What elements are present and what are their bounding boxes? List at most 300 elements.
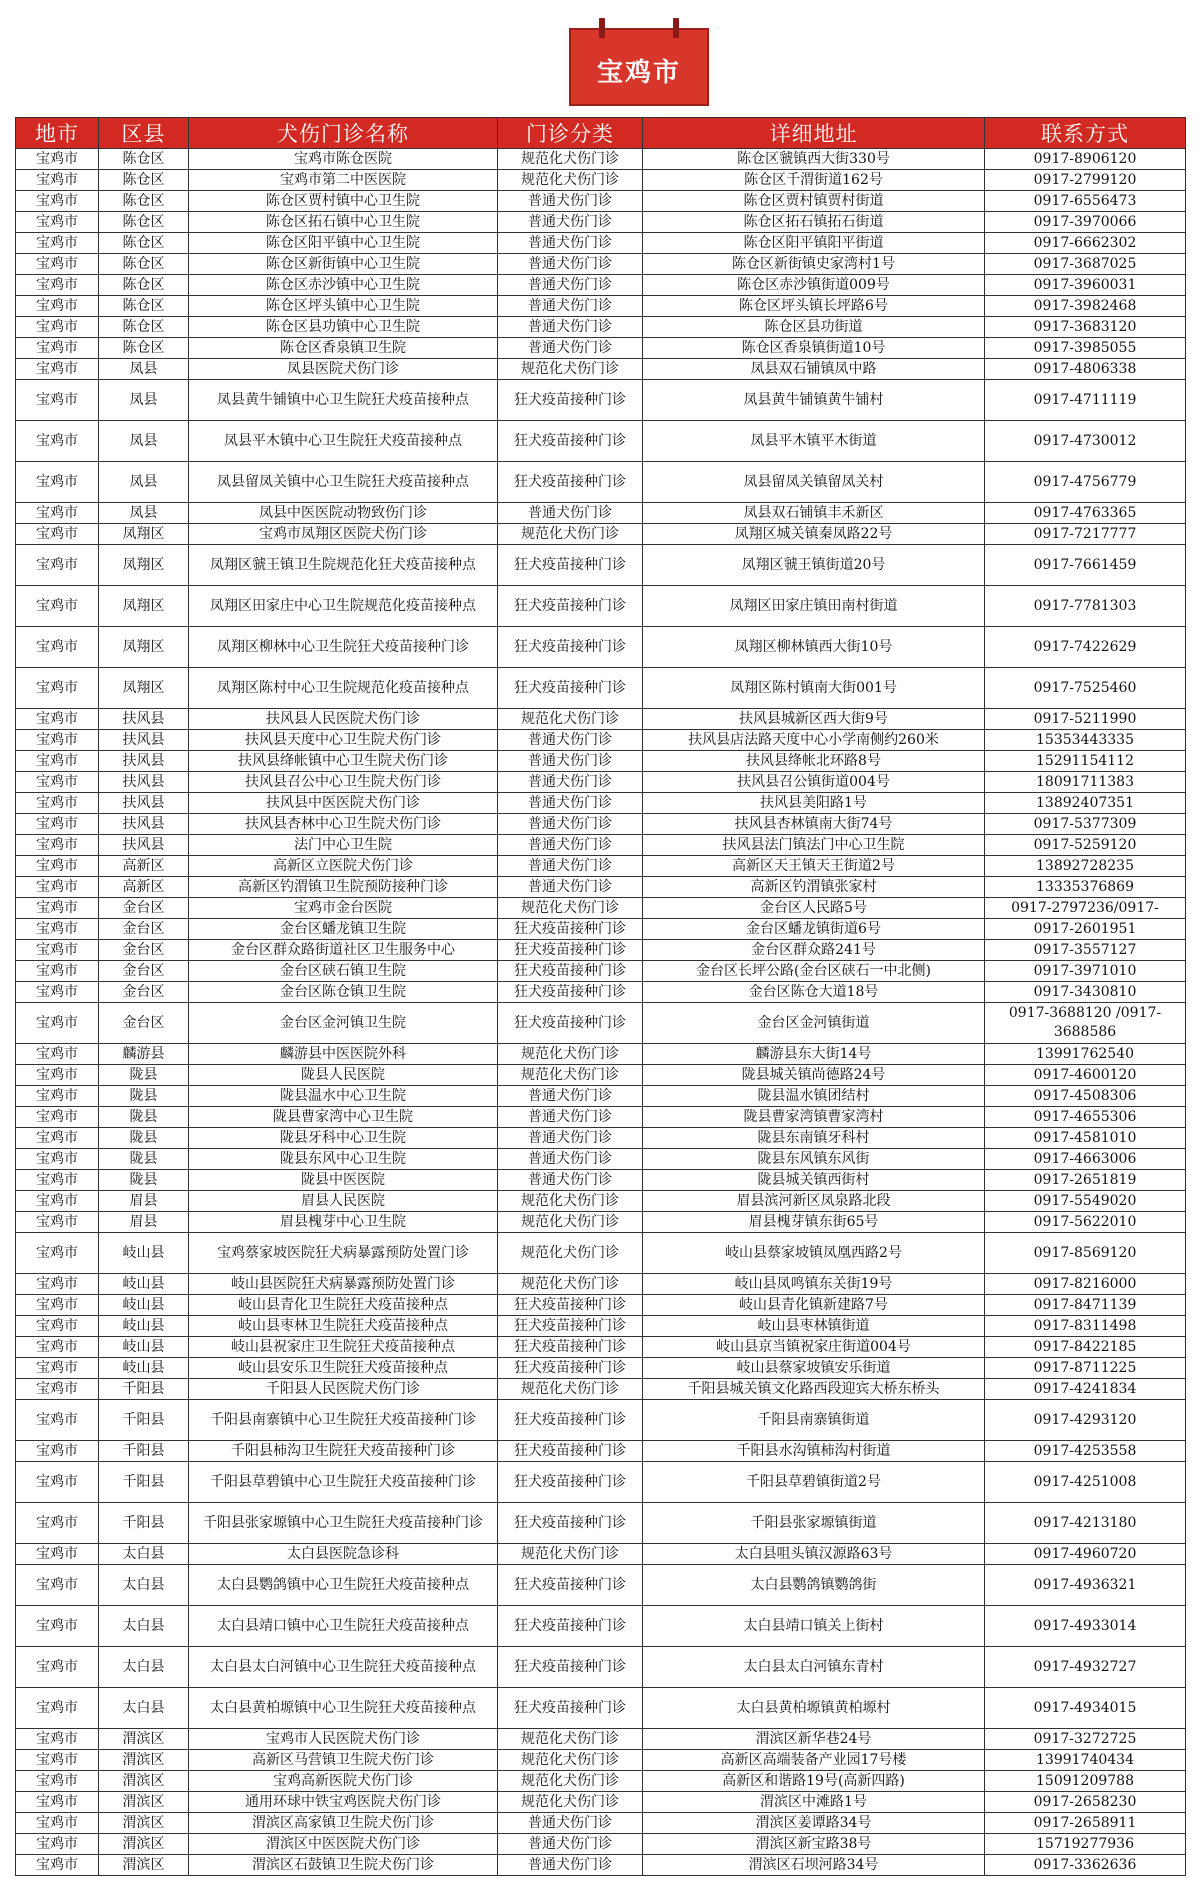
cell-contact: 0917-4508306: [985, 1086, 1186, 1107]
cell-district: 岐山县: [99, 1274, 189, 1295]
cell-contact: 0917-2601951: [985, 919, 1186, 940]
cell-city: 宝鸡市: [16, 380, 99, 421]
cell-city: 宝鸡市: [16, 835, 99, 856]
cell-city: 宝鸡市: [16, 1544, 99, 1565]
cell-district: 金台区: [99, 940, 189, 961]
table-row: [16, 793, 1186, 814]
cell-clinic-type: 普通犬伤门诊: [498, 1149, 643, 1170]
table-row: [16, 545, 1186, 586]
cell-district: 岐山县: [99, 1295, 189, 1316]
cell-district: 凤县: [99, 421, 189, 462]
cell-clinic-type: 狂犬疫苗接种门诊: [498, 961, 643, 982]
cell-address: 凤翔区虢王镇街道20号: [643, 545, 985, 586]
cell-city: 宝鸡市: [16, 503, 99, 524]
cell-city: 宝鸡市: [16, 1274, 99, 1295]
city-title: 宝鸡市: [596, 57, 681, 88]
cell-address: 扶风县召公镇街道004号: [643, 772, 985, 793]
cell-city: 宝鸡市: [16, 1565, 99, 1606]
cell-clinic-type: 普通犬伤门诊: [498, 835, 643, 856]
cell-contact: 0917-4253558: [985, 1441, 1186, 1462]
cell-clinic-name: 宝鸡市陈仓医院: [189, 149, 498, 170]
cell-address: 陇县温水镇团结村: [643, 1086, 985, 1107]
cell-clinic-name: 陈仓区县功镇中心卫生院: [189, 317, 498, 338]
cell-contact: 13335376869: [985, 877, 1186, 898]
table-row: [16, 149, 1186, 170]
cell-clinic-type: 狂犬疫苗接种门诊: [498, 1003, 643, 1044]
cell-district: 陈仓区: [99, 170, 189, 191]
table-row: [16, 814, 1186, 835]
cell-contact: 15291154112: [985, 751, 1186, 772]
cell-district: 岐山县: [99, 1233, 189, 1274]
cell-city: 宝鸡市: [16, 1316, 99, 1337]
cell-clinic-type: 狂犬疫苗接种门诊: [498, 545, 643, 586]
cell-contact: 18091711383: [985, 772, 1186, 793]
cell-city: 宝鸡市: [16, 919, 99, 940]
cell-clinic-type: 普通犬伤门诊: [498, 1107, 643, 1128]
cell-clinic-type: 狂犬疫苗接种门诊: [498, 940, 643, 961]
table-row: [16, 586, 1186, 627]
cell-contact: 0917-3683120: [985, 317, 1186, 338]
cell-district: 陇县: [99, 1065, 189, 1086]
cell-contact: 0917-4934015: [985, 1688, 1186, 1729]
cell-address: 凤县双石铺镇凤中路: [643, 359, 985, 380]
cell-contact: 0917-3971010: [985, 961, 1186, 982]
cell-address: 陈仓区千渭街道162号: [643, 170, 985, 191]
cell-clinic-type: 普通犬伤门诊: [498, 275, 643, 296]
cell-city: 宝鸡市: [16, 1647, 99, 1688]
cell-city: 宝鸡市: [16, 1729, 99, 1750]
cell-clinic-name: 宝鸡高新医院犬伤门诊: [189, 1771, 498, 1792]
cell-clinic-type: 狂犬疫苗接种门诊: [498, 627, 643, 668]
cell-clinic-type: 狂犬疫苗接种门诊: [498, 1647, 643, 1688]
cell-address: 凤县黄牛铺镇黄牛铺村: [643, 380, 985, 421]
cell-clinic-name: 金台区群众路街道社区卫生服务中心: [189, 940, 498, 961]
cell-city: 宝鸡市: [16, 898, 99, 919]
cell-contact: 0917-8906120: [985, 149, 1186, 170]
cell-contact: 13991740434: [985, 1750, 1186, 1771]
cell-address: 扶风县美阳路1号: [643, 793, 985, 814]
cell-contact: 15353443335: [985, 730, 1186, 751]
cell-address: 金台区蟠龙镇街道6号: [643, 919, 985, 940]
cell-address: 千阳县水沟镇柿沟村街道: [643, 1441, 985, 1462]
cell-clinic-name: 岐山县祝家庄卫生院狂犬疫苗接种点: [189, 1337, 498, 1358]
table-row: [16, 961, 1186, 982]
cell-city: 宝鸡市: [16, 1358, 99, 1379]
cell-district: 扶风县: [99, 793, 189, 814]
cell-district: 凤县: [99, 380, 189, 421]
cell-clinic-type: 规范化犬伤门诊: [498, 1212, 643, 1233]
cell-city: 宝鸡市: [16, 1503, 99, 1544]
cell-clinic-name: 岐山县枣林卫生院狂犬疫苗接种点: [189, 1316, 498, 1337]
table-row: [16, 296, 1186, 317]
cell-address: 渭滨区姜谭路34号: [643, 1813, 985, 1834]
cell-district: 凤县: [99, 359, 189, 380]
cell-clinic-type: 规范化犬伤门诊: [498, 170, 643, 191]
cell-district: 千阳县: [99, 1441, 189, 1462]
table-row: [16, 317, 1186, 338]
cell-clinic-type: 规范化犬伤门诊: [498, 1191, 643, 1212]
cell-contact: 0917-2658911: [985, 1813, 1186, 1834]
cell-clinic-type: 狂犬疫苗接种门诊: [498, 1337, 643, 1358]
cell-contact: 0917-8569120: [985, 1233, 1186, 1274]
cell-address: 扶风县杏林镇南大街74号: [643, 814, 985, 835]
cell-contact: 0917-3688120 /0917-3688586: [985, 1003, 1186, 1044]
cell-address: 岐山县凤鸣镇东关街19号: [643, 1274, 985, 1295]
cell-address: 陇县曹家湾镇曹家湾村: [643, 1107, 985, 1128]
cell-address: 陈仓区阳平镇阳平街道: [643, 233, 985, 254]
cell-clinic-name: 岐山县安乐卫生院狂犬疫苗接种点: [189, 1358, 498, 1379]
cell-address: 渭滨区石坝河路34号: [643, 1855, 985, 1876]
table-row: [16, 338, 1186, 359]
cell-clinic-name: 扶风县杏林中心卫生院犬伤门诊: [189, 814, 498, 835]
cell-clinic-name: 凤翔区田家庄中心卫生院规范化疫苗接种点: [189, 586, 498, 627]
cell-clinic-name: 陇县曹家湾中心卫生院: [189, 1107, 498, 1128]
cell-clinic-name: 扶风县天度中心卫生院犬伤门诊: [189, 730, 498, 751]
cell-clinic-type: 狂犬疫苗接种门诊: [498, 1606, 643, 1647]
cell-clinic-name: 陈仓区坪头镇中心卫生院: [189, 296, 498, 317]
cell-address: 扶风县绛帐北环路8号: [643, 751, 985, 772]
cell-city: 宝鸡市: [16, 772, 99, 793]
cell-clinic-type: 狂犬疫苗接种门诊: [498, 1503, 643, 1544]
cell-clinic-type: 普通犬伤门诊: [498, 814, 643, 835]
cell-clinic-name: 太白县医院急诊科: [189, 1544, 498, 1565]
cell-district: 千阳县: [99, 1400, 189, 1441]
cell-city: 宝鸡市: [16, 1606, 99, 1647]
cell-contact: 0917-3970066: [985, 212, 1186, 233]
cell-clinic-type: 普通犬伤门诊: [498, 503, 643, 524]
cell-district: 扶风县: [99, 751, 189, 772]
cell-contact: 0917-8216000: [985, 1274, 1186, 1295]
cell-district: 岐山县: [99, 1337, 189, 1358]
cell-address: 渭滨区中滩路1号: [643, 1792, 985, 1813]
cell-address: 凤翔区柳林镇西大街10号: [643, 627, 985, 668]
cell-address: 岐山县蔡家坡镇安乐街道: [643, 1358, 985, 1379]
cell-district: 渭滨区: [99, 1834, 189, 1855]
cell-district: 千阳县: [99, 1462, 189, 1503]
table-row: [16, 254, 1186, 275]
header-clinic-type: 门诊分类: [498, 118, 643, 149]
cell-district: 眉县: [99, 1191, 189, 1212]
cell-clinic-type: 普通犬伤门诊: [498, 1128, 643, 1149]
cell-district: 麟游县: [99, 1044, 189, 1065]
cell-clinic-type: 规范化犬伤门诊: [498, 898, 643, 919]
cell-address: 太白县黄柏塬镇黄柏塬村: [643, 1688, 985, 1729]
cell-clinic-type: 狂犬疫苗接种门诊: [498, 462, 643, 503]
cell-city: 宝鸡市: [16, 940, 99, 961]
cell-clinic-name: 眉县槐芽中心卫生院: [189, 1212, 498, 1233]
cell-contact: 0917-2797236/0917-: [985, 898, 1186, 919]
cell-district: 陈仓区: [99, 191, 189, 212]
cell-clinic-name: 凤县医院犬伤门诊: [189, 359, 498, 380]
cell-address: 千阳县草碧镇街道2号: [643, 1462, 985, 1503]
cell-clinic-type: 普通犬伤门诊: [498, 751, 643, 772]
cell-city: 宝鸡市: [16, 1212, 99, 1233]
cell-district: 岐山县: [99, 1316, 189, 1337]
cell-district: 陇县: [99, 1086, 189, 1107]
table-row: [16, 1337, 1186, 1358]
cell-contact: 0917-5549020: [985, 1191, 1186, 1212]
table-row: [16, 1379, 1186, 1400]
cell-district: 岐山县: [99, 1358, 189, 1379]
cell-city: 宝鸡市: [16, 524, 99, 545]
cell-clinic-name: 金台区蟠龙镇卫生院: [189, 919, 498, 940]
cell-clinic-type: 规范化犬伤门诊: [498, 524, 643, 545]
table-row: [16, 1065, 1186, 1086]
cell-district: 陇县: [99, 1149, 189, 1170]
cell-contact: 0917-2658230: [985, 1792, 1186, 1813]
cell-clinic-name: 宝鸡市人民医院犬伤门诊: [189, 1729, 498, 1750]
cell-district: 高新区: [99, 877, 189, 898]
cell-clinic-name: 太白县鹦鸽镇中心卫生院狂犬疫苗接种点: [189, 1565, 498, 1606]
cell-clinic-type: 规范化犬伤门诊: [498, 1274, 643, 1295]
cell-district: 陈仓区: [99, 317, 189, 338]
cell-city: 宝鸡市: [16, 149, 99, 170]
cell-clinic-name: 千阳县南寨镇中心卫生院狂犬疫苗接种门诊: [189, 1400, 498, 1441]
cell-contact: 0917-3687025: [985, 254, 1186, 275]
cell-clinic-type: 普通犬伤门诊: [498, 877, 643, 898]
cell-address: 凤翔区陈村镇南大街001号: [643, 668, 985, 709]
cell-clinic-name: 凤翔区虢王镇卫生院规范化狂犬疫苗接种点: [189, 545, 498, 586]
cell-district: 陇县: [99, 1128, 189, 1149]
cell-clinic-name: 法门中心卫生院: [189, 835, 498, 856]
table-row: [16, 1565, 1186, 1606]
cell-district: 太白县: [99, 1606, 189, 1647]
table-row: [16, 1128, 1186, 1149]
cell-address: 高新区和谐路19号(高新四路): [643, 1771, 985, 1792]
cell-clinic-name: 陈仓区赤沙镇中心卫生院: [189, 275, 498, 296]
cell-city: 宝鸡市: [16, 1855, 99, 1876]
table-row: [16, 1647, 1186, 1688]
table-row: [16, 1688, 1186, 1729]
cell-clinic-name: 太白县太白河镇中心卫生院狂犬疫苗接种点: [189, 1647, 498, 1688]
cell-clinic-type: 狂犬疫苗接种门诊: [498, 1462, 643, 1503]
table-row: [16, 1750, 1186, 1771]
cell-clinic-type: 狂犬疫苗接种门诊: [498, 668, 643, 709]
cell-clinic-name: 凤县留凤关镇中心卫生院狂犬疫苗接种点: [189, 462, 498, 503]
cell-city: 宝鸡市: [16, 877, 99, 898]
cell-contact: 0917-4936321: [985, 1565, 1186, 1606]
cell-district: 陈仓区: [99, 149, 189, 170]
cell-address: 陈仓区新街镇史家湾村1号: [643, 254, 985, 275]
cell-district: 扶风县: [99, 814, 189, 835]
cell-clinic-name: 扶风县绛帐镇中心卫生院犬伤门诊: [189, 751, 498, 772]
cell-city: 宝鸡市: [16, 1771, 99, 1792]
cell-clinic-name: 高新区钓渭镇卫生院预防接种门诊: [189, 877, 498, 898]
cell-address: 麟游县东大街14号: [643, 1044, 985, 1065]
cell-address: 金台区长坪公路(金台区硖石一中北侧): [643, 961, 985, 982]
table-body: [16, 149, 1186, 1876]
cell-district: 金台区: [99, 961, 189, 982]
cell-contact: 13892728235: [985, 856, 1186, 877]
cell-clinic-type: 狂犬疫苗接种门诊: [498, 1688, 643, 1729]
cell-clinic-type: 狂犬疫苗接种门诊: [498, 1316, 643, 1337]
cell-address: 高新区钓渭镇张家村: [643, 877, 985, 898]
cell-clinic-name: 岐山县医院狂犬病暴露预防处置门诊: [189, 1274, 498, 1295]
table-row: [16, 919, 1186, 940]
cell-address: 渭滨区新华巷24号: [643, 1729, 985, 1750]
cell-contact: 0917-4711119: [985, 380, 1186, 421]
cell-contact: 0917-8711225: [985, 1358, 1186, 1379]
table-row: [16, 1462, 1186, 1503]
cell-clinic-type: 普通犬伤门诊: [498, 1086, 643, 1107]
cell-city: 宝鸡市: [16, 1003, 99, 1044]
cell-address: 陈仓区香泉镇街道10号: [643, 338, 985, 359]
cell-contact: 0917-8422185: [985, 1337, 1186, 1358]
cell-district: 金台区: [99, 1003, 189, 1044]
cell-city: 宝鸡市: [16, 1128, 99, 1149]
cell-city: 宝鸡市: [16, 275, 99, 296]
cell-clinic-type: 普通犬伤门诊: [498, 856, 643, 877]
cell-district: 扶风县: [99, 772, 189, 793]
cell-contact: 0917-5377309: [985, 814, 1186, 835]
cell-clinic-name: 宝鸡蔡家坡医院狂犬病暴露预防处置门诊: [189, 1233, 498, 1274]
cell-address: 陇县东风镇东风街: [643, 1149, 985, 1170]
cell-city: 宝鸡市: [16, 1400, 99, 1441]
cell-contact: 0917-7661459: [985, 545, 1186, 586]
cell-contact: 13892407351: [985, 793, 1186, 814]
cell-address: 太白县鹦鸽镇鹦鸽街: [643, 1565, 985, 1606]
cell-city: 宝鸡市: [16, 1191, 99, 1212]
table-row: [16, 1295, 1186, 1316]
cell-address: 眉县滨河新区凤泉路北段: [643, 1191, 985, 1212]
cell-city: 宝鸡市: [16, 668, 99, 709]
cell-clinic-name: 凤翔区陈村中心卫生院规范化疫苗接种点: [189, 668, 498, 709]
cell-contact: 0917-4251008: [985, 1462, 1186, 1503]
cell-clinic-name: 金台区金河镇卫生院: [189, 1003, 498, 1044]
cell-contact: 13991762540: [985, 1044, 1186, 1065]
table-row: [16, 191, 1186, 212]
cell-district: 扶风县: [99, 709, 189, 730]
cell-city: 宝鸡市: [16, 1044, 99, 1065]
cell-address: 扶风县店法路天度中心小学南侧约260米: [643, 730, 985, 751]
cell-city: 宝鸡市: [16, 1233, 99, 1274]
cell-clinic-name: 渭滨区石鼓镇卫生院犬伤门诊: [189, 1855, 498, 1876]
table-row: [16, 668, 1186, 709]
binder-ring-icon: [673, 18, 679, 38]
cell-clinic-type: 规范化犬伤门诊: [498, 149, 643, 170]
cell-address: 陇县城关镇西街村: [643, 1170, 985, 1191]
cell-clinic-type: 普通犬伤门诊: [498, 254, 643, 275]
cell-clinic-name: 高新区马营镇卫生院犬伤门诊: [189, 1750, 498, 1771]
cell-clinic-name: 岐山县青化卫生院狂犬疫苗接种点: [189, 1295, 498, 1316]
cell-district: 渭滨区: [99, 1771, 189, 1792]
cell-city: 宝鸡市: [16, 1170, 99, 1191]
cell-address: 太白县太白河镇东青村: [643, 1647, 985, 1688]
cell-address: 陈仓区拓石镇拓石街道: [643, 212, 985, 233]
cell-address: 千阳县张家塬镇街道: [643, 1503, 985, 1544]
cell-address: 陇县东南镇牙科村: [643, 1128, 985, 1149]
cell-clinic-name: 麟游县中医医院外科: [189, 1044, 498, 1065]
cell-contact: 0917-4730012: [985, 421, 1186, 462]
cell-city: 宝鸡市: [16, 814, 99, 835]
cell-city: 宝鸡市: [16, 1441, 99, 1462]
cell-clinic-type: 狂犬疫苗接种门诊: [498, 919, 643, 940]
table-row: [16, 1274, 1186, 1295]
table-row: [16, 212, 1186, 233]
table-row: [16, 1044, 1186, 1065]
cell-contact: 0917-5211990: [985, 709, 1186, 730]
cell-contact: 0917-4581010: [985, 1128, 1186, 1149]
table-row: [16, 275, 1186, 296]
table-row: [16, 1149, 1186, 1170]
cell-contact: 0917-6556473: [985, 191, 1186, 212]
cell-district: 千阳县: [99, 1379, 189, 1400]
cell-clinic-name: 陇县中医医院: [189, 1170, 498, 1191]
cell-contact: 0917-4663006: [985, 1149, 1186, 1170]
cell-city: 宝鸡市: [16, 1750, 99, 1771]
cell-clinic-name: 陈仓区香泉镇卫生院: [189, 338, 498, 359]
cell-contact: 0917-4763365: [985, 503, 1186, 524]
table-row: [16, 1544, 1186, 1565]
cell-clinic-name: 陇县牙科中心卫生院: [189, 1128, 498, 1149]
cell-contact: 15091209788: [985, 1771, 1186, 1792]
cell-district: 高新区: [99, 856, 189, 877]
cell-address: 陈仓区坪头镇长坪路6号: [643, 296, 985, 317]
cell-contact: 0917-5622010: [985, 1212, 1186, 1233]
cell-city: 宝鸡市: [16, 1065, 99, 1086]
table-row: [16, 898, 1186, 919]
cell-contact: 0917-8471139: [985, 1295, 1186, 1316]
cell-address: 眉县槐芽镇东街65号: [643, 1212, 985, 1233]
cell-clinic-name: 渭滨区中医医院犬伤门诊: [189, 1834, 498, 1855]
cell-city: 宝鸡市: [16, 1295, 99, 1316]
table-row: [16, 170, 1186, 191]
table-row: [16, 421, 1186, 462]
cell-district: 渭滨区: [99, 1792, 189, 1813]
cell-address: 岐山县枣林镇街道: [643, 1316, 985, 1337]
table-row: [16, 1233, 1186, 1274]
table-row: [16, 380, 1186, 421]
cell-clinic-name: 扶风县召公中心卫生院犬伤门诊: [189, 772, 498, 793]
table-row: [16, 1003, 1186, 1044]
cell-contact: 0917-4806338: [985, 359, 1186, 380]
cell-address: 陈仓区赤沙镇街道009号: [643, 275, 985, 296]
cell-clinic-name: 渭滨区高家镇卫生院犬伤门诊: [189, 1813, 498, 1834]
cell-clinic-type: 普通犬伤门诊: [498, 1855, 643, 1876]
cell-district: 陇县: [99, 1107, 189, 1128]
cell-clinic-type: 普通犬伤门诊: [498, 317, 643, 338]
cell-district: 陈仓区: [99, 254, 189, 275]
cell-city: 宝鸡市: [16, 627, 99, 668]
cell-contact: 0917-4960720: [985, 1544, 1186, 1565]
cell-city: 宝鸡市: [16, 1107, 99, 1128]
cell-address: 扶风县法门镇法门中心卫生院: [643, 835, 985, 856]
cell-clinic-type: 规范化犬伤门诊: [498, 1065, 643, 1086]
cell-district: 凤县: [99, 462, 189, 503]
cell-city: 宝鸡市: [16, 317, 99, 338]
table-row: [16, 1316, 1186, 1337]
cell-address: 扶风县城新区西大街9号: [643, 709, 985, 730]
cell-clinic-name: 凤县中医医院动物致伤门诊: [189, 503, 498, 524]
cell-district: 凤翔区: [99, 668, 189, 709]
cell-address: 岐山县青化镇新建路7号: [643, 1295, 985, 1316]
cell-address: 岐山县蔡家坡镇凤凰西路2号: [643, 1233, 985, 1274]
cell-contact: 0917-3982468: [985, 296, 1186, 317]
cell-clinic-name: 通用环球中铁宝鸡医院犬伤门诊: [189, 1792, 498, 1813]
header-city: 地市: [16, 118, 99, 149]
cell-city: 宝鸡市: [16, 1792, 99, 1813]
cell-address: 陈仓区县功街道: [643, 317, 985, 338]
cell-clinic-name: 千阳县人民医院犬伤门诊: [189, 1379, 498, 1400]
header-contact: 联系方式: [985, 118, 1186, 149]
cell-city: 宝鸡市: [16, 1086, 99, 1107]
table-row: [16, 1400, 1186, 1441]
cell-address: 金台区群众路241号: [643, 940, 985, 961]
clinic-table: [15, 117, 1186, 1876]
cell-clinic-type: 普通犬伤门诊: [498, 191, 643, 212]
cell-city: 宝鸡市: [16, 982, 99, 1003]
cell-district: 陈仓区: [99, 212, 189, 233]
